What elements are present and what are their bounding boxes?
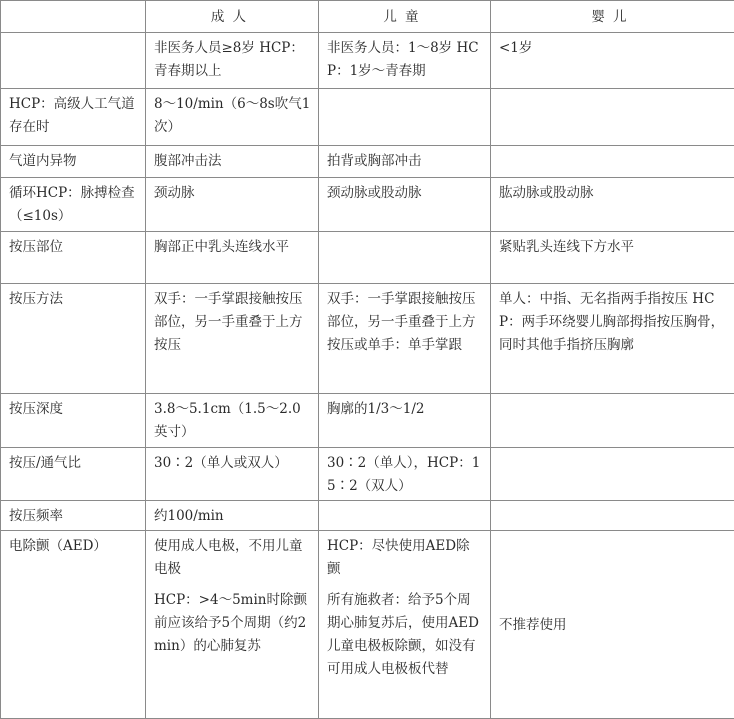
header-blank (1, 1, 146, 33)
cell-adult: 双手：一手掌跟接触按压部位，另一手重叠于上方按压 (146, 284, 319, 394)
header-row (1, 1, 734, 33)
row-label: 循环HCP：脉搏检查（≤10s） (1, 178, 146, 232)
cell-adult: 3.8～5.1cm（1.5～2.0英寸） (146, 394, 319, 448)
cell-child: 颈动脉或股动脉 (319, 178, 491, 232)
cell-child: 拍背或胸部冲击 (319, 146, 491, 178)
row-label: 电除颤（AED） (1, 531, 146, 719)
row-label: 按压部位 (1, 232, 146, 284)
cell-infant (491, 146, 734, 178)
table-row (1, 448, 734, 501)
cell-adult: 30∶2（单人或双人） (146, 448, 319, 501)
cell-child (319, 232, 491, 284)
table-row (1, 501, 734, 531)
cell-child: 非医务人员：1～8岁 HCP：1岁～青春期 (319, 33, 491, 89)
aed-child-paragraph-1: HCP：尽快使用AED除颤 (327, 538, 470, 577)
row-label: 按压方法 (1, 284, 146, 394)
cell-adult: 8～10/min（6～8s吹气1次） (146, 89, 319, 146)
cell-adult: 约100/min (146, 501, 319, 531)
cell-adult (146, 531, 319, 719)
cell-infant: 肱动脉或股动脉 (491, 178, 734, 232)
cell-infant: 紧贴乳头连线下方水平 (491, 232, 734, 284)
aed-child-paragraph-2: 所有施救者：给予5个周期心肺复苏后，使用AED儿童电极板除颤，如没有可用成人电极板代替 (327, 592, 479, 677)
cell-infant (491, 501, 734, 531)
cell-infant (491, 448, 734, 501)
row-label (1, 33, 146, 89)
table-row-aed (1, 531, 734, 719)
cell-child: 双手：一手掌跟接触按压部位，另一手重叠于上方按压或单手：单手掌跟 (319, 284, 491, 394)
row-label: 按压频率 (1, 501, 146, 531)
row-label: 按压深度 (1, 394, 146, 448)
cell-child (319, 531, 491, 719)
cell-child: 胸廓的1/3～1/2 (319, 394, 491, 448)
row-label: HCP：高级人工气道存在时 (1, 89, 146, 146)
cell-child: 30∶2（单人），HCP：15∶2（双人） (319, 448, 491, 501)
cell-child (319, 89, 491, 146)
table-row (1, 33, 734, 89)
cell-child (319, 501, 491, 531)
cell-infant (491, 394, 734, 448)
header-infant: 婴儿 (491, 1, 734, 33)
aed-adult-paragraph-2: HCP：>4～5min时除颤前应该给予5个周期（约2min）的心肺复苏 (154, 592, 307, 654)
cell-infant: 单人：中指、无名指两手指按压 HCP：两手环绕婴儿胸部拇指按压胸骨，同时其他手指挤压胸廓 (491, 284, 734, 394)
table-row (1, 232, 734, 284)
cell-adult: 非医务人员≥8岁 HCP：青春期以上 (146, 33, 319, 89)
cell-adult: 颈动脉 (146, 178, 319, 232)
table-row (1, 146, 734, 178)
cell-adult: 胸部正中乳头连线水平 (146, 232, 319, 284)
row-label: 气道内异物 (1, 146, 146, 178)
header-adult: 成人 (146, 1, 319, 33)
table-row (1, 89, 734, 146)
table-row (1, 284, 734, 394)
cell-infant: <1岁 (491, 33, 734, 89)
header-child: 儿童 (319, 1, 491, 33)
table-row (1, 394, 734, 448)
cell-infant: 不推荐使用 (491, 531, 734, 719)
row-label: 按压/通气比 (1, 448, 146, 501)
table-row (1, 178, 734, 232)
cell-infant (491, 89, 734, 146)
cell-adult: 腹部冲击法 (146, 146, 319, 178)
aed-adult-paragraph-1: 使用成人电极，不用儿童电极 (154, 538, 303, 577)
